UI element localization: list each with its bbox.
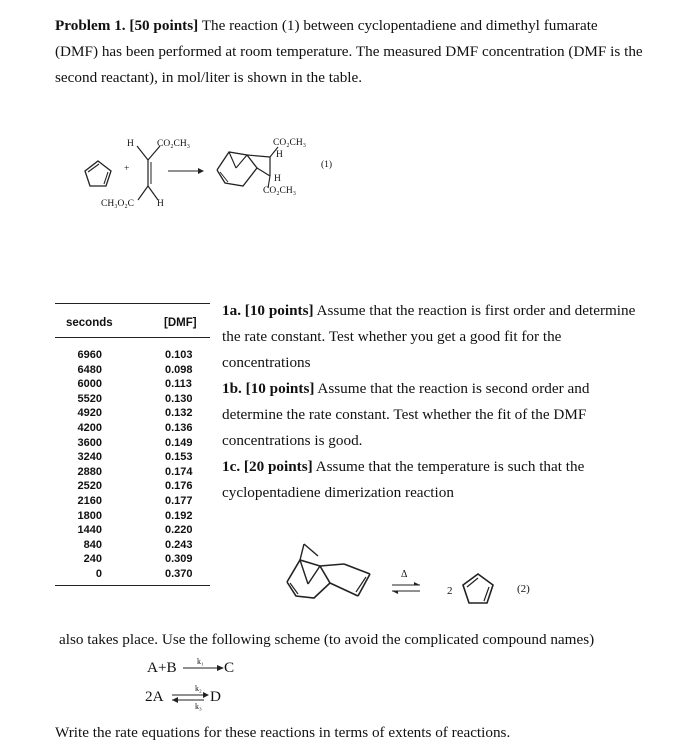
q1c-line1-text: Assume that the temperature is such that the <box>315 458 585 475</box>
closing-instruction: Write the rate equations for these reactions in terms of extents of reactions. <box>55 724 511 741</box>
product-ester-bottom: CO₂CH₃ <box>263 186 297 196</box>
table-cell-seconds: 840 <box>83 538 102 551</box>
table-cell-seconds: 3600 <box>77 436 102 449</box>
table-cell-dmf: 0.220 <box>165 524 193 537</box>
table-cell-seconds: 2880 <box>77 465 102 478</box>
table-cell-dmf: 0.132 <box>165 407 193 420</box>
table-cell-dmf: 0.243 <box>165 538 193 551</box>
table-cell-seconds: 3240 <box>77 451 102 464</box>
reaction2-delta: Δ <box>401 569 408 580</box>
table-cell-dmf: 0.149 <box>165 436 193 449</box>
reaction1-label: (1) <box>321 160 333 170</box>
table-cell-dmf: 0.176 <box>165 480 193 493</box>
scheme-eq2-left: 2A <box>145 688 164 705</box>
table-cell-seconds: 240 <box>83 553 102 566</box>
table-cell-dmf: 0.136 <box>165 421 193 434</box>
table-cell-dmf: 0.370 <box>165 567 193 580</box>
table-cell-seconds: 2520 <box>77 480 102 493</box>
scheme-intro: also takes place. Use the following scheme (to avoid the complicated compound names) <box>59 631 595 648</box>
scheme-eq1-left: A+B <box>147 659 177 676</box>
scheme-k1: k₁ <box>197 657 204 666</box>
table-cell-dmf: 0.174 <box>165 465 193 478</box>
q1b-line1-text: Assume that the reaction is second order and <box>317 380 590 397</box>
q1c-label: 1c. [20 points] <box>222 458 313 475</box>
table-cell-seconds: 1440 <box>77 524 102 537</box>
table-cell-dmf: 0.177 <box>165 494 193 507</box>
table-cell-seconds: 4200 <box>77 421 102 434</box>
problem-statement-line2: (DMF) has been performed at room temperature. The measured DMF concentration (DMF is the <box>55 43 643 60</box>
scheme-k2: k₂ <box>195 684 202 693</box>
q1a-label: 1a. [10 points] <box>222 302 314 319</box>
table-cell-dmf: 0.103 <box>165 349 193 361</box>
q1b-label: 1b. [10 points] <box>222 380 315 397</box>
table-cell-dmf: 0.130 <box>165 392 193 405</box>
q1c-line2: cyclopentadiene dimerization reaction <box>222 484 454 501</box>
table-cell-seconds: 1800 <box>77 509 102 522</box>
table-header-dmf: [DMF] <box>164 317 197 329</box>
table-cell-dmf: 0.309 <box>165 553 193 566</box>
q1a-line2: the rate constant. Test whether you get a good fit for the <box>222 328 562 345</box>
table-cell-seconds: 6000 <box>77 378 102 391</box>
table-cell-dmf: 0.192 <box>165 509 193 522</box>
fumarate-h-top: H <box>127 139 134 149</box>
table-header-seconds: seconds <box>66 317 113 329</box>
product-h-bottom: H <box>274 174 281 184</box>
fumarate-ester-top: CO₂CH₃ <box>157 139 191 149</box>
q1b-line2: determine the rate constant. Test whether the fit of the DMF <box>222 406 587 423</box>
table-cell-seconds: 6480 <box>77 363 102 376</box>
table-cell-dmf: 0.113 <box>165 378 192 391</box>
fumarate-ester-bottom: CH₃O₂C <box>101 199 135 209</box>
product-ester-top: CO₂CH₃ <box>273 138 307 148</box>
scheme-eq2-right: D <box>210 688 221 705</box>
table-cell-dmf: 0.153 <box>165 451 193 464</box>
product-h-top: H <box>276 150 283 160</box>
problem-statement-line3: second reactant), in mol/liter is shown in the table. <box>55 69 363 86</box>
reaction1-plus: + <box>124 164 130 174</box>
q1a-line3: concentrations <box>222 354 311 371</box>
reaction2-coefficient: 2 <box>447 585 453 597</box>
problem-line1-text: The reaction (1) between cyclopentadiene and dimethyl fumarate <box>201 17 598 34</box>
table-cell-seconds: 0 <box>95 567 102 580</box>
fumarate-h-bottom: H <box>157 199 164 209</box>
problem-points: [50 points] <box>129 17 199 34</box>
problem-heading: Problem 1. <box>55 17 126 34</box>
table-cell-seconds: 6960 <box>77 349 102 361</box>
table-cell-dmf: 0.098 <box>165 363 193 376</box>
table-cell-seconds: 5520 <box>77 392 102 405</box>
scheme-eq1-right: C <box>224 659 235 676</box>
q1a-line1-text: Assume that the reaction is first order and determine <box>316 302 636 319</box>
scheme-k3: k₃ <box>195 702 202 711</box>
q1b-line3: concentrations is good. <box>222 432 363 449</box>
reaction2-label: (2) <box>517 583 530 595</box>
table-cell-seconds: 4920 <box>77 407 102 420</box>
table-cell-seconds: 2160 <box>77 494 102 507</box>
